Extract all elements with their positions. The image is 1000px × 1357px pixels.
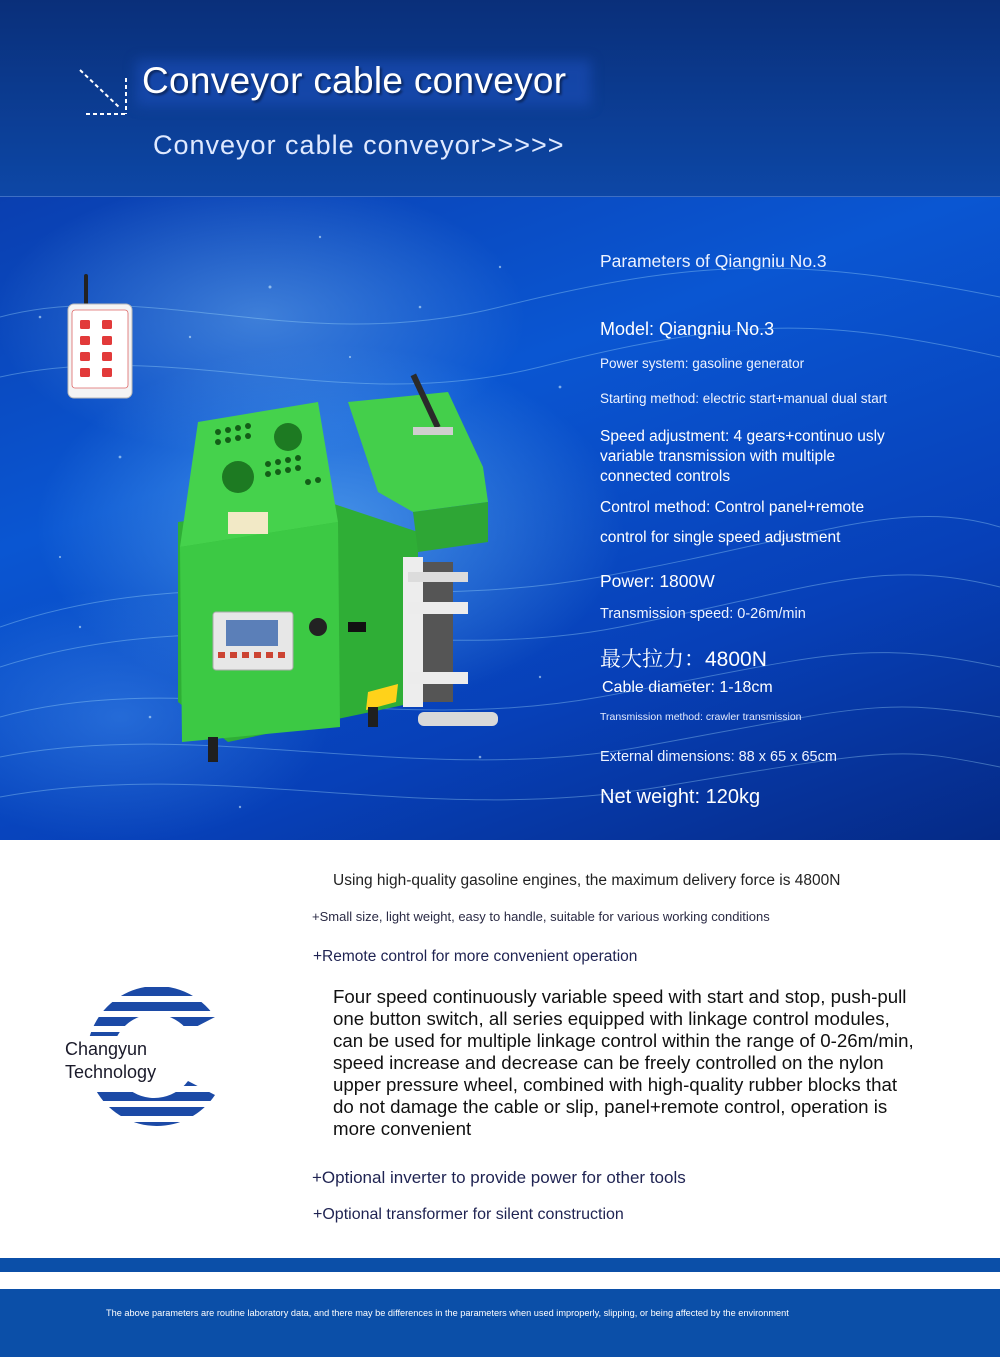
param-external-dimensions: External dimensions: 88 x 65 x 65cm bbox=[600, 749, 837, 765]
params-title: Parameters of Qiangniu No.3 bbox=[600, 251, 827, 271]
param-starting-method: Starting method: electric start+manual dual start bbox=[600, 391, 888, 406]
cable-conveyor-machine-illustration bbox=[168, 372, 518, 767]
feature-transformer: +Optional transformer for silent construction bbox=[313, 1206, 624, 1223]
param-net-weight: Net weight: 120kg bbox=[600, 786, 761, 808]
remote-control-icon bbox=[66, 274, 134, 400]
feature-inverter: +Optional inverter to provide power for other tools bbox=[312, 1168, 686, 1187]
logo-text bbox=[65, 1038, 185, 1084]
arrow-down-right-icon bbox=[78, 66, 130, 118]
product-hero bbox=[0, 197, 1000, 840]
param-power-system: Power system: gasoline generator bbox=[600, 356, 805, 371]
feature-size: +Small size, light weight, easy to handle, suitable for various working conditions bbox=[312, 909, 770, 924]
logo-text-line1: Changyun bbox=[65, 1039, 148, 1059]
feature-remote: +Remote control for more convenient operation bbox=[313, 948, 638, 965]
param-transmission-speed: Transmission speed: 0-26m/min bbox=[600, 606, 806, 622]
footer-disclaimer: The above parameters are routine laboratory data, and there may be differences in the parameters when used improperly, slipping, or being affected by the environment bbox=[106, 1308, 789, 1318]
page-header bbox=[0, 0, 1000, 197]
param-transmission-method: Transmission method: crawler transmission bbox=[600, 711, 802, 723]
feature-description: Four speed continuously variable speed with start and stop, push-pull one button switch, all series equipped with linkage control modules, can be used for multiple linkage control within the range of 0-26m/min, speed increase and decrease can be freely controlled on the nylon upper pressure wheel, combined with high-quality rubber blocks that do not damage the cable or slip, panel+remote control, operation is more convenient bbox=[333, 986, 914, 1139]
logo-text-line2: Technology bbox=[65, 1062, 157, 1082]
param-speed-adjustment: Speed adjustment: 4 gears+continuo usly variable transmission with multiple connected controls bbox=[600, 428, 885, 485]
feature-engine: Using high-quality gasoline engines, the maximum delivery force is 4800N bbox=[333, 872, 841, 889]
param-cable-diameter: Cable diameter: 1-18cm bbox=[602, 679, 773, 696]
parameters-panel bbox=[600, 197, 1000, 840]
features-section bbox=[0, 840, 1000, 1258]
param-max-force: 最大拉力：4800N bbox=[600, 648, 767, 671]
param-control-method-line1: Control method: Control panel+remote bbox=[600, 499, 865, 516]
page-title: Conveyor cable conveyor bbox=[142, 60, 567, 101]
param-model: Model: Qiangniu No.3 bbox=[600, 319, 775, 339]
page-subtitle: Conveyor cable conveyor>>>>> bbox=[153, 130, 565, 160]
param-power: Power: 1800W bbox=[600, 571, 715, 591]
page-footer bbox=[0, 1289, 1000, 1357]
param-control-method-line2: control for single speed adjustment bbox=[600, 529, 841, 546]
footer-band bbox=[0, 1258, 1000, 1272]
